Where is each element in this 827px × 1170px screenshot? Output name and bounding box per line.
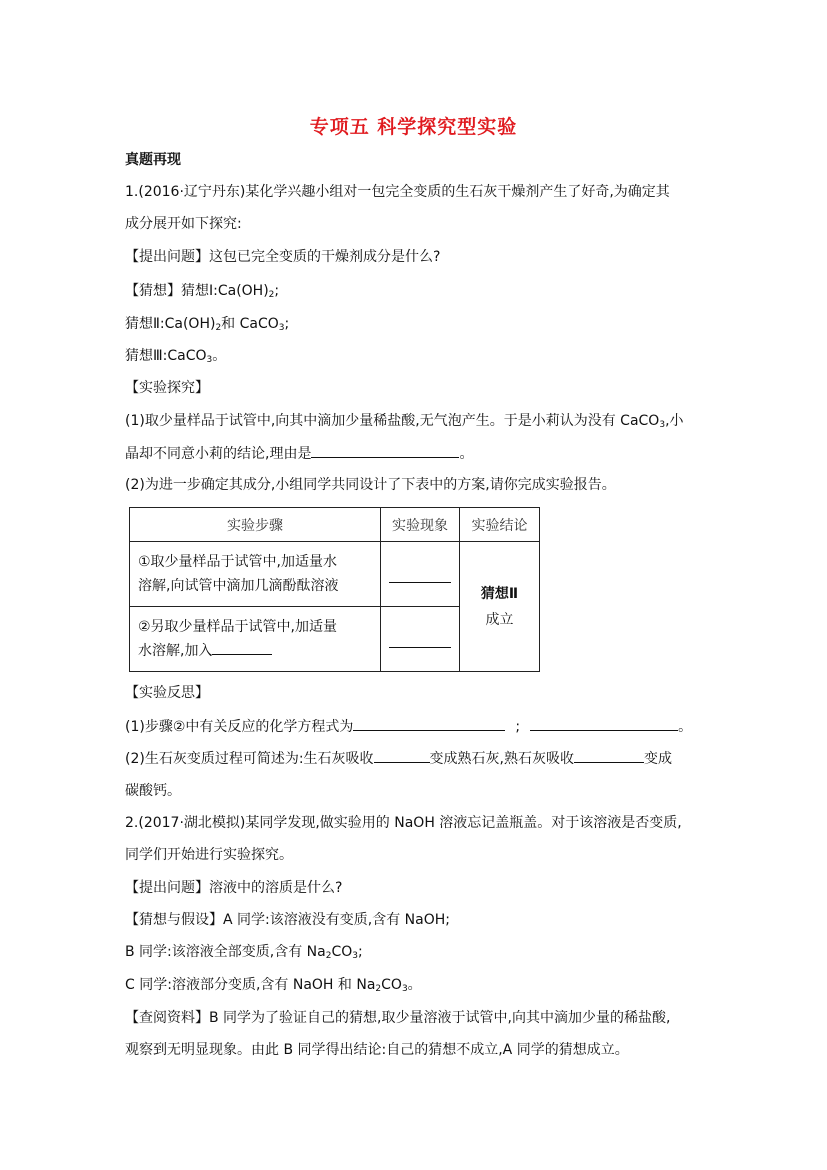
section-heading: 真题再现 [125,152,181,168]
q1-part1-text: (1)取少量样品于试管中,向其中滴加少量稀盐酸,无气泡产生。于是小莉认为没有 CaCO [125,413,660,429]
q1-question: 【提出问题】这包已完全变质的干燥剂成分是什么? [125,249,441,265]
q1-guess-1-end: ; [274,283,280,299]
q2-c-text: C 同学:溶液部分变质,含有 NaOH 和 Na [125,977,376,993]
conclusion-cell [460,542,540,672]
q2-info-2: 观察到无明显现象。由此 B 同学得出结论:自己的猜想不成立,A 同学的猜想成立。 [125,1042,629,1058]
q1-guess-1-sub: 2 [268,290,275,300]
q1-guess-2-text: 猜想Ⅱ:Ca(OH) [125,316,216,332]
step-2-cell [130,607,381,672]
experiment-table [129,507,540,672]
q1-reflect-1-text: (1)步骤②中有关反应的化学方程式为 [125,719,354,735]
header-steps: 实验步骤 [130,508,381,542]
answer-blank-phenomenon-1[interactable] [389,566,451,583]
q1-guess-2-sub2: 3 [278,323,285,333]
q1-reflect-2-text-a: (2)生石灰变质过程可简述为:生石灰吸收 [125,751,374,767]
q1-explore-heading: 【实验探究】 [125,380,209,396]
q2-c-sub2: 3 [401,984,408,994]
q1-guess-1 [125,281,279,305]
q1-reflect-2 [125,748,672,769]
q2-c-mid: CO [381,977,402,993]
q1-reflect-2-cont: 碳酸钙。 [125,783,181,799]
q1-guess-3-sub: 3 [206,355,213,365]
answer-blank-equation-1[interactable] [353,716,505,731]
table-header-row [130,508,540,542]
q2-b-sub: 2 [325,951,332,961]
conclusion-result: 成立 [485,611,514,628]
q2-hypothesis-c [125,975,422,999]
answer-blank-reagent[interactable] [212,640,272,655]
q2-hypothesis-a: 【猜想与假设】A 同学:该溶液没有变质,含有 NaOH; [125,912,450,928]
q2-b-sub2: 3 [352,951,358,961]
table-row [130,542,540,607]
step-2-line-a: ②另取少量样品于试管中,加适量 [138,619,338,635]
answer-blank-reason[interactable] [311,443,459,458]
q1-reflect-1 [125,716,692,737]
q1-part1b-text: 晶却不同意小莉的结论,理由是 [125,446,312,462]
q1-part1-line1 [125,411,684,435]
conclusion-guess: 猜想Ⅱ [480,585,519,602]
page-title: 专项五 科学探究型实验 [309,116,518,138]
step-2-line-b-text: 水溶解,加入 [138,643,213,659]
q1-line-2: 成分展开如下探究: [125,216,242,232]
q1-guess-3-end: 。 [212,348,227,364]
phenomenon-2-cell[interactable] [381,607,460,672]
q1-guess-2-end: ; [284,316,290,332]
q1-guess-3-text: 猜想Ⅲ:CaCO [125,348,207,364]
q1-reflect-heading: 【实验反思】 [125,685,209,701]
header-phenomenon: 实验现象 [381,508,460,542]
q2-b-mid: CO [331,944,353,960]
q1-line-1: 1.(2016·辽宁丹东)某化学兴趣小组对一包完全变质的生石灰干燥剂产生了好奇,为确定其 [125,184,670,200]
q1-part2: (2)为进一步确定其成分,小组同学共同设计了下表中的方案,请你完成实验报告。 [125,477,616,493]
q2-b-end: ; [358,944,363,960]
q1-reflect-2-text-c: 变成 [644,751,672,767]
q2-b-text: B 同学:该溶液全部变质,含有 Na [125,944,326,960]
q1-guess-2 [125,314,289,338]
q1-guess-2-mid: 和 CaCO [221,316,279,332]
step-2-line-b [138,639,376,663]
q2-c-end: 。 [407,977,422,993]
phenomenon-1-cell[interactable] [381,542,460,607]
answer-blank-equation-2[interactable] [530,716,678,731]
q1-guess-2-sub: 2 [215,323,222,333]
q1-guess-1-text: 【猜想】猜想Ⅰ:Ca(OH) [125,283,269,299]
q2-line-2: 同学们开始进行实验探究。 [125,847,293,863]
q2-c-sub: 2 [375,984,382,994]
q1-part1-line2 [125,443,473,464]
q1-part1-end: ,小 [665,413,684,429]
q1-guess-3 [125,346,226,370]
header-conclusion: 实验结论 [460,508,540,542]
q1-part1b-end: 。 [459,446,474,462]
step-1-line-b: 溶解,向试管中滴加几滴酚酞溶液 [138,578,339,594]
q2-info-1: 【查阅资料】B 同学为了验证自己的猜想,取少量溶液于试管中,向其中滴加少量的稀盐酸, [125,1010,671,1026]
q2-question: 【提出问题】溶液中的溶质是什么? [125,880,343,896]
q2-hypothesis-b [125,942,363,966]
q1-reflect-1-end: 。 [678,719,693,735]
q2-line-1: 2.(2017·湖北模拟)某同学发现,做实验用的 NaOH 溶液忘记盖瓶盖。对于该溶液是否变质, [125,815,682,831]
answer-blank-absorb-2[interactable] [574,748,644,763]
answer-blank-phenomenon-2[interactable] [389,631,451,648]
q1-part1-sub: 3 [659,420,666,430]
q1-reflect-2-text-b: 变成熟石灰,熟石灰吸收 [429,751,574,767]
answer-blank-absorb-1[interactable] [374,748,430,763]
q1-reflect-1-sep: ; [515,719,521,735]
step-1-line-a: ①取少量样品于试管中,加适量水 [138,554,338,570]
step-1-cell [130,542,381,607]
